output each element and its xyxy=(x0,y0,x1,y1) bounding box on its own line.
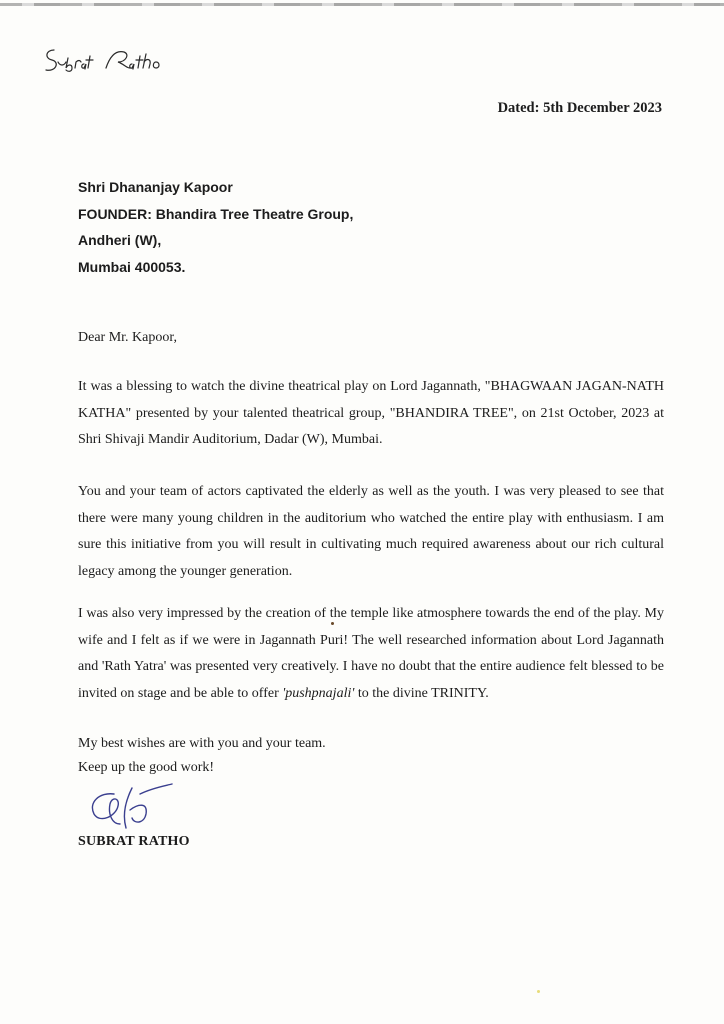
letterhead-script-logo xyxy=(40,40,200,80)
recipient-title: FOUNDER: Bhandira Tree Theatre Group, xyxy=(78,205,354,222)
scan-speck xyxy=(331,622,334,625)
paragraph-atmosphere xyxy=(78,601,664,707)
handwritten-signature xyxy=(86,780,186,834)
closing-line-2: Keep up the good work! xyxy=(78,760,215,775)
pushpnajali-term: 'pushpnajali' xyxy=(282,685,355,701)
recipient-address xyxy=(78,174,353,280)
recipient-locality: Andheri (W), xyxy=(78,232,162,248)
recipient-name: Shri Dhananjay Kapoor xyxy=(78,179,233,195)
paragraph-audience: You and your team of actors captivated the elderly as well as the youth. I was very pleased to see that there were many young children in the auditorium who watched the entire play with enthusiasm. I am sure this initiative from you will result in cultivating much required awareness about our rich cultural legacy among the younger generation. xyxy=(78,484,664,579)
paragraph-play-review: It was a blessing to watch the divine theatrical play on Lord Jagannath, "BHAGWAAN JAGAN-NATH KATHA" presented by your talented theatrical group, "BHANDIRA TREE", on 21st October, 2023 at Shri Shivaji Mandir Auditorium, Dadar (W), Mumbai. xyxy=(78,379,664,447)
scan-speck xyxy=(537,990,540,993)
recipient-city: Mumbai 400053. xyxy=(78,258,186,275)
signatory-name: SUBRAT RATHO xyxy=(78,834,190,849)
closing-wishes xyxy=(78,732,326,780)
paragraph-atmosphere-end: to the divine TRINITY. xyxy=(354,685,489,701)
paragraph-atmosphere-text: I was also very impressed by the creation of the temple like atmosphere towards the end of the play. My wife and I felt as if we were in Jagannath Puri! The well researched information about Lord Jagannath and 'Rath Yatra' was presented very creatively. I have no doubt that the entire audience felt blessed to be invited on stage and be able to offer xyxy=(78,606,664,701)
date-line: Dated: 5th December 2023 xyxy=(497,100,662,116)
scan-edge-line xyxy=(0,3,724,6)
salutation: Dear Mr. Kapoor, xyxy=(78,330,177,345)
closing-line-1: My best wishes are with you and your team. xyxy=(78,736,326,751)
